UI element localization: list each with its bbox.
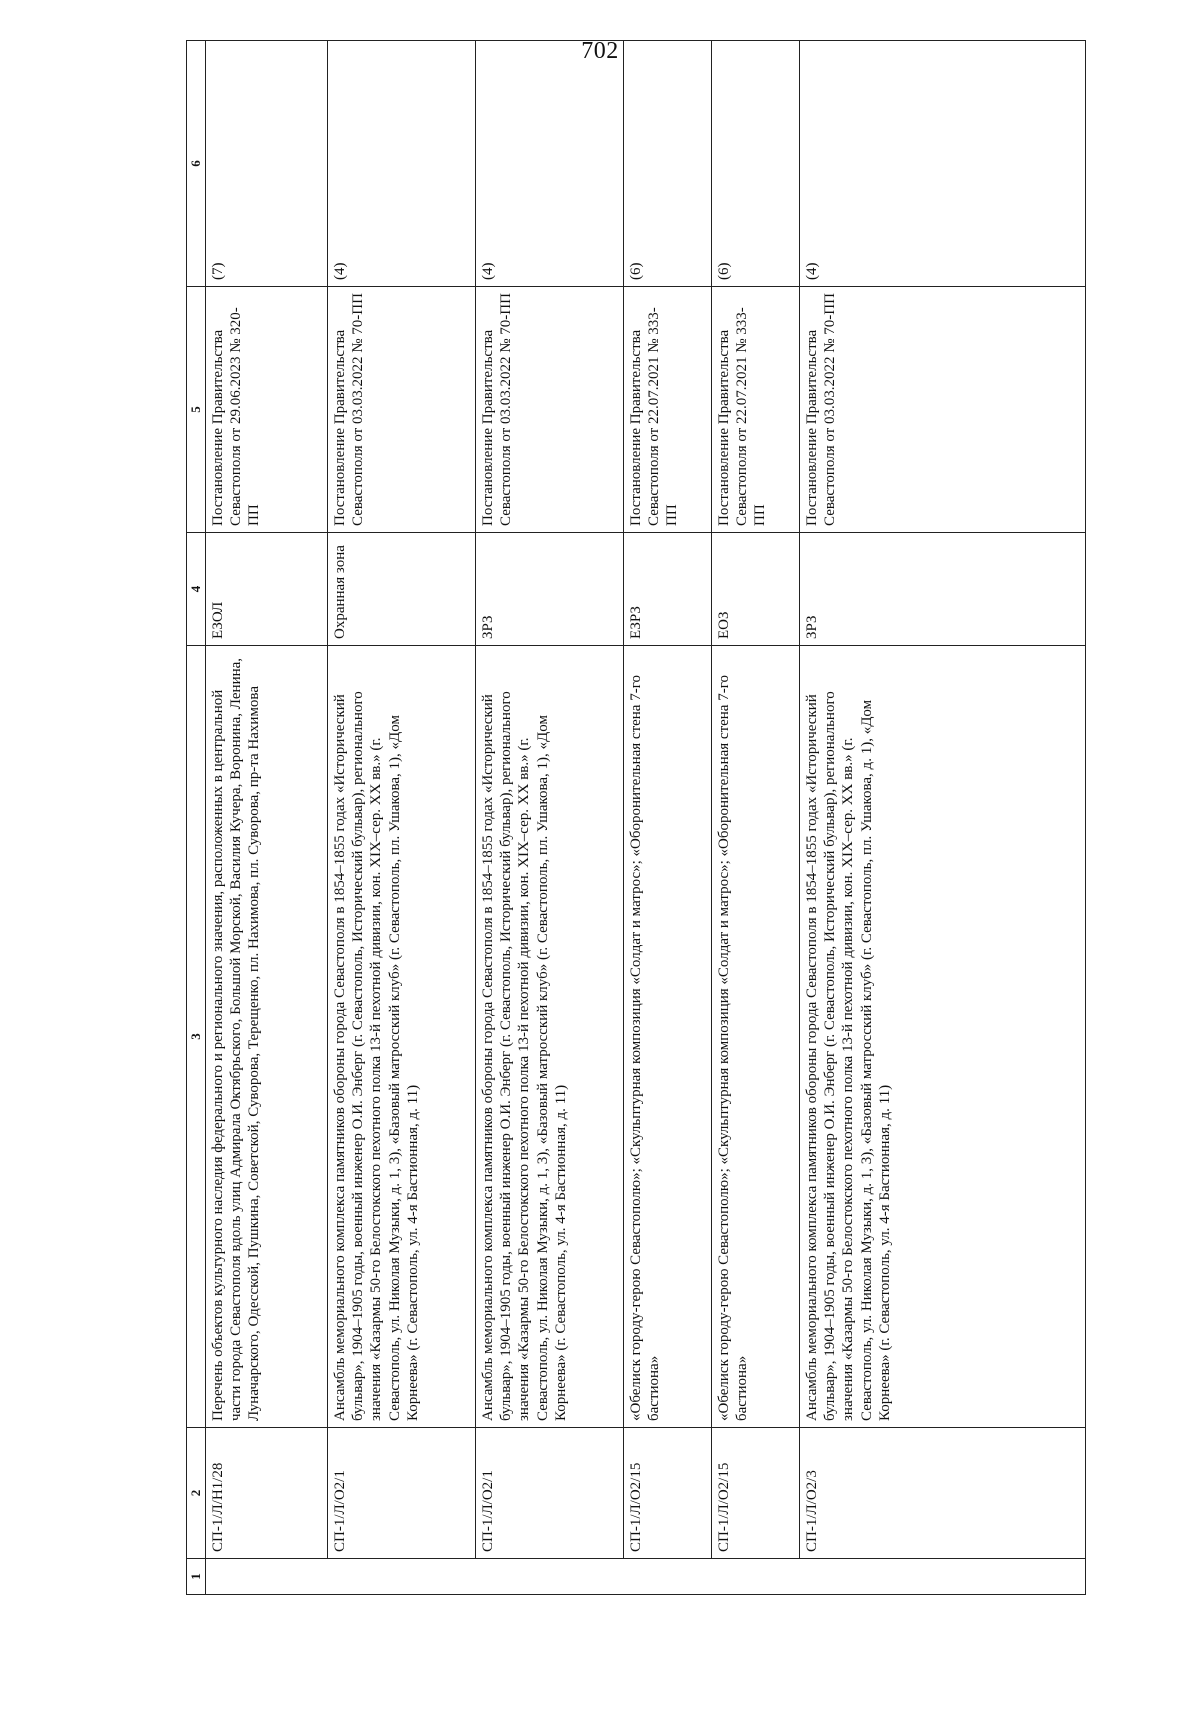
zone-type-cell: ЕЗОЛ xyxy=(205,533,327,646)
object-code-cell: СП-1/Л/О2/1 xyxy=(327,1428,475,1559)
zone-type-cell: ЗРЗ xyxy=(799,533,1085,646)
legal-document-cell: Постановление Правительства Севастополя от 22.07.2021 № 333-ПП xyxy=(623,287,711,533)
object-description-cell: Ансамбль мемориального комплекса памятников обороны города Севастополя в 1854–1855 годах «Исторический бульвар», 1904–1905 годы, военный инженер О.И. Энберг (г. Севастополь, Исторический бульвар), регионального значения «Казармы 50-го Белостокского пехотного полка 13-й пехотной дивизии, кон. XIX–сер. XX вв.» (г. Севастополь, ул. Николая Музыки, д. 1, 3), «Базовый матросский клуб» (г. Севастополь, пл. Ушакова, 1), «Дом Корнеева» (г. Севастополь, ул. 4-я Бастионная, д. 11) xyxy=(327,646,475,1428)
note-cell: (6) xyxy=(623,41,711,287)
row-number-cell xyxy=(205,1559,327,1595)
column-header-2: 2 xyxy=(187,1428,206,1559)
zone-type-cell: ЕЗРЗ xyxy=(623,533,711,646)
table-row xyxy=(711,41,799,1595)
legal-document-cell: Постановление Правительства Севастополя от 03.03.2022 № 70-ПП xyxy=(475,287,623,533)
legal-document-cell: Постановление Правительства Севастополя от 03.03.2022 № 70-ПП xyxy=(327,287,475,533)
object-code-cell: СП-1/Л/О2/3 xyxy=(799,1428,1085,1559)
note-cell: (4) xyxy=(799,41,1085,287)
legal-document-cell: Постановление Правительства Севастополя от 03.03.2022 № 70-ПП xyxy=(799,287,1085,533)
page-number: 702 xyxy=(581,38,619,64)
row-number-cell xyxy=(623,1559,711,1595)
zone-type-cell: ЕОЗ xyxy=(711,533,799,646)
object-description-cell: Ансамбль мемориального комплекса памятников обороны города Севастополя в 1854–1855 годах «Исторический бульвар», 1904–1905 годы, военный инженер О.И. Энберг (г. Севастополь, Исторический бульвар), регионального значения «Казармы 50-го Белостокского пехотного полка 13-й пехотной дивизии, кон. XIX–сер. XX вв.» (г. Севастополь, ул. Николая Музыки, д. 1, 3), «Базовый матросский клуб» (г. Севастополь, пл. Ушакова, д. 1), «Дом Корнеева» (г. Севастополь, ул. 4-я Бастионная, д. 11) xyxy=(799,646,1085,1428)
zone-type-cell: Охранная зона xyxy=(327,533,475,646)
object-code-cell: СП-1/Л/Н1/28 xyxy=(205,1428,327,1559)
object-code-cell: СП-1/Л/О2/15 xyxy=(623,1428,711,1559)
column-header-3: 3 xyxy=(187,646,206,1428)
column-header-6: 6 xyxy=(187,41,206,287)
object-description-cell: Перечень объектов культурного наследия федерального и регионального значения, расположенных в центральной части города Севастополя вдоль улиц Адмирала Октябрьского, Большой Морской, Василия Кучера, Воронина, Ленина, Луначарского, Одесской, Пушкина, Советской, Суворова, Терещенко, пл. Нахимова, пл. Суворова, пр-та Нахимова xyxy=(205,646,327,1428)
zone-type-cell: ЗРЗ xyxy=(475,533,623,646)
note-cell: (7) xyxy=(205,41,327,287)
column-header-5: 5 xyxy=(187,287,206,533)
object-description-cell: «Обелиск городу-герою Севастополю»; «Скульптурная композиция «Солдат и матрос»; «Оборонительная стена 7-го бастиона» xyxy=(711,646,799,1428)
table-header-row xyxy=(187,41,206,1595)
zones-table xyxy=(186,40,1086,1595)
legal-document-cell: Постановление Правительства Севастополя от 22.07.2021 № 333-ПП xyxy=(711,287,799,533)
row-number-cell xyxy=(799,1559,1085,1595)
column-header-1: 1 xyxy=(187,1559,206,1595)
table-row xyxy=(623,41,711,1595)
note-cell: (6) xyxy=(711,41,799,287)
table-row xyxy=(205,41,327,1595)
row-number-cell xyxy=(475,1559,623,1595)
note-cell: (4) xyxy=(327,41,475,287)
note-cell: (4) xyxy=(475,41,623,287)
object-code-cell: СП-1/Л/О2/15 xyxy=(711,1428,799,1559)
rotated-table-container xyxy=(186,95,1086,1595)
row-number-cell xyxy=(327,1559,475,1595)
column-header-4: 4 xyxy=(187,533,206,646)
legal-document-cell: Постановление Правительства Севастополя от 29.06.2023 № 320-ПП xyxy=(205,287,327,533)
row-number-cell xyxy=(711,1559,799,1595)
table-row xyxy=(799,41,1085,1595)
object-description-cell: Ансамбль мемориального комплекса памятников обороны города Севастополя в 1854–1855 годах «Исторический бульвар», 1904–1905 годы, военный инженер О.И. Энберг (г. Севастополь, Исторический бульвар), регионального значения «Казармы 50-го Белостокского пехотного полка 13-й пехотной дивизии, кон. XIX–сер. XX вв.» (г. Севастополь, ул. Николая Музыки, д. 1, 3), «Базовый матросский клуб» (г. Севастополь, пл. Ушакова, 1), «Дом Корнеева» (г. Севастополь, ул. 4-я Бастионная, д. 11) xyxy=(475,646,623,1428)
object-description-cell: «Обелиск городу-герою Севастополю»; «Скульптурная композиция «Солдат и матрос»; «Оборонительная стена 7-го бастиона» xyxy=(623,646,711,1428)
table-row xyxy=(475,41,623,1595)
object-code-cell: СП-1/Л/О2/1 xyxy=(475,1428,623,1559)
table-row xyxy=(327,41,475,1595)
